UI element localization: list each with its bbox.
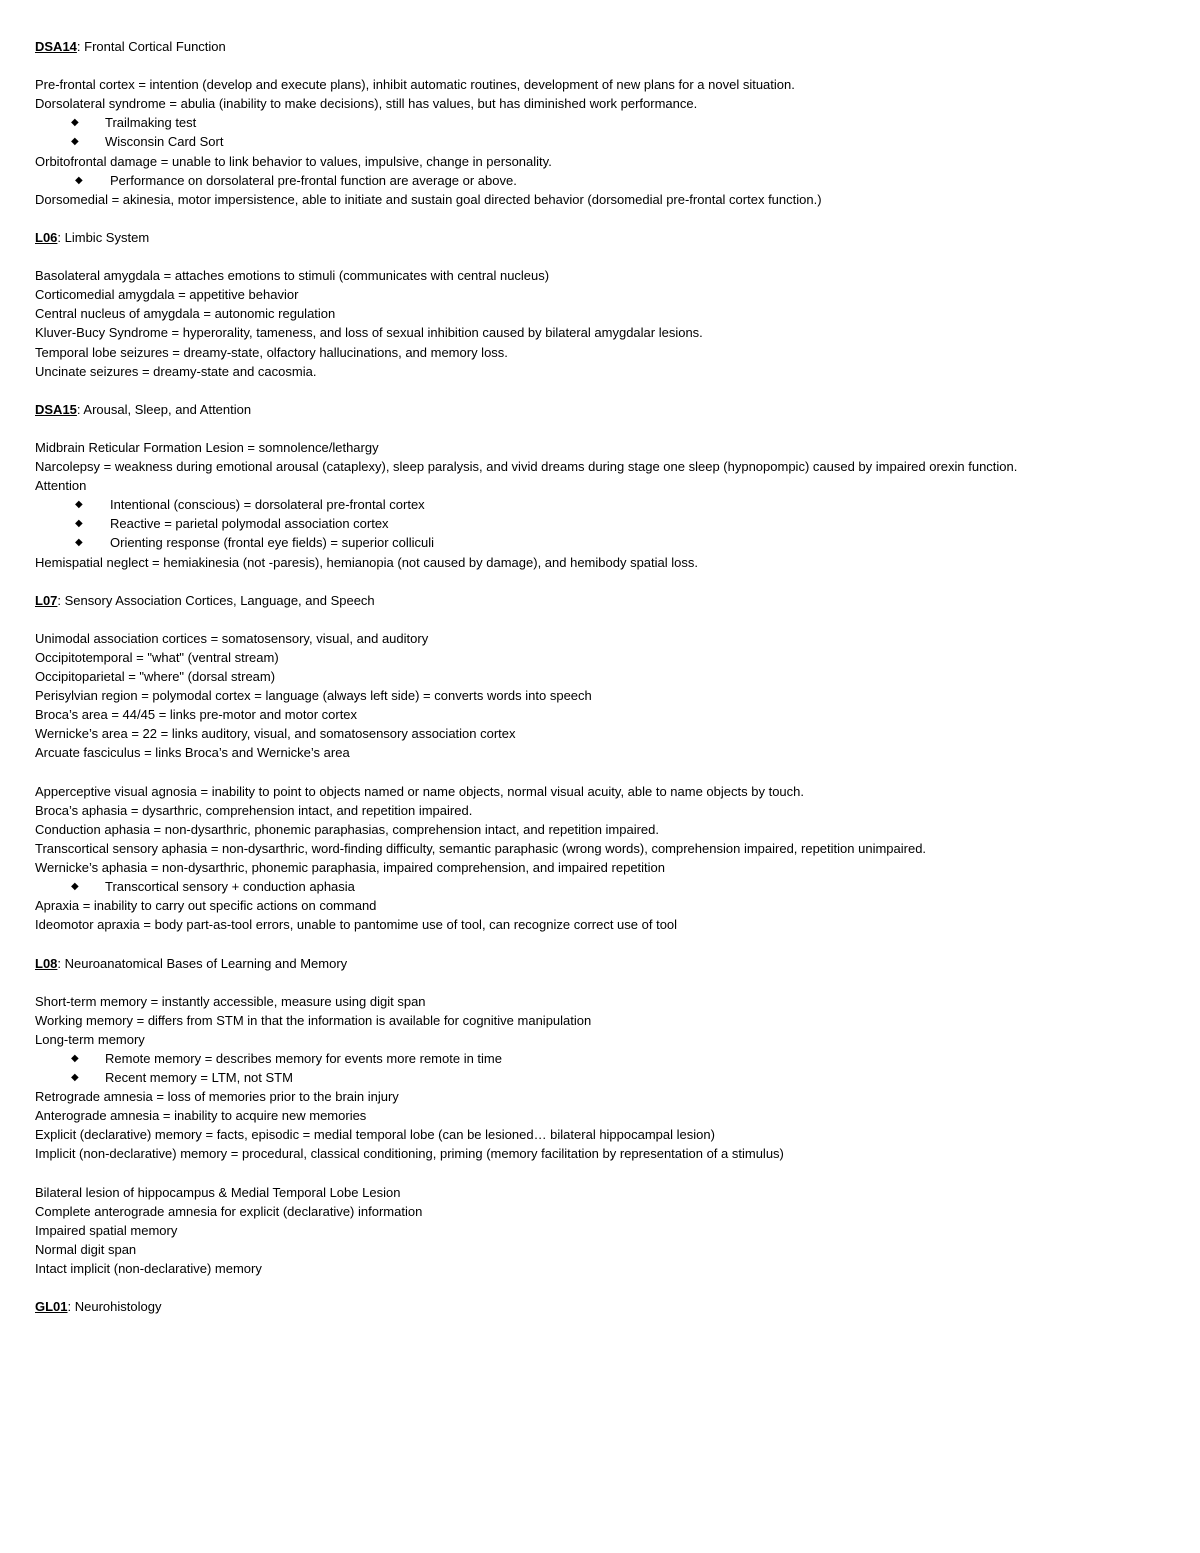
note-line: Orbitofrontal damage = unable to link behavior to values, impulsive, change in personality. (35, 153, 552, 169)
note-line: Wernicke’s aphasia = non-dysarthric, phonemic paraphasia, impaired comprehension, and impaired repetition (35, 860, 666, 876)
bullet-icon: ◆ (71, 117, 79, 129)
bullet-item: ◆ Remote memory = describes memory for events more remote in time (35, 1049, 1175, 1068)
note-line: Corticomedial amygdala = appetitive behavior (35, 287, 299, 303)
section-title: : Neurohistology (67, 1299, 162, 1315)
note-line: Temporal lobe seizures = dreamy-state, olfactory hallucinations, and memory loss. (35, 344, 508, 360)
bullet-icon: ◆ (75, 499, 83, 511)
section-heading-dsa14 (35, 37, 1175, 56)
note-line: Explicit (declarative) memory = facts, episodic = medial temporal lobe (can be lesioned… bilateral hippocampal lesion) (35, 1127, 715, 1143)
note-line: Broca’s aphasia = dysarthric, comprehension intact, and repetition impaired. (35, 802, 473, 818)
note-line: Central nucleus of amygdala = autonomic regulation (35, 306, 336, 322)
note-line: Retrograde amnesia = loss of memories prior to the brain injury (35, 1089, 399, 1105)
note-line: Uncinate seizures = dreamy-state and cacosmia. (35, 363, 317, 379)
note-line: Normal digit span (35, 1241, 137, 1257)
section-code: DSA15 (35, 401, 77, 417)
note-line: Anterograde amnesia = inability to acquire new memories (35, 1108, 367, 1124)
section-title: : Neuroanatomical Bases of Learning and Memory (57, 955, 348, 971)
section-title: : Frontal Cortical Function (76, 39, 226, 54)
note-line: Unimodal association cortices = somatosensory, visual, and auditory (35, 630, 429, 646)
bullet-icon: ◆ (71, 1052, 79, 1064)
section-heading-dsa15 (35, 400, 1175, 419)
note-line: Apperceptive visual agnosia = inability to point to objects named or name objects, normal visual acuity, able to name objects by touch. (35, 783, 804, 799)
bullet-icon: ◆ (71, 1072, 79, 1084)
note-line: Long-term memory (35, 1031, 145, 1047)
note-line: Impaired spatial memory (35, 1222, 178, 1238)
bullet-item: ◆ Reactive = parietal polymodal association cortex (35, 514, 1175, 533)
note-line: Pre-frontal cortex = intention (develop and execute plans), inhibit automatic routines, development of new plans for a novel situation. (35, 77, 795, 93)
note-line: Ideomotor apraxia = body part-as-tool errors, unable to pantomime use of tool, can recognize correct use of tool (35, 917, 678, 933)
bullet-icon: ◆ (75, 518, 83, 530)
note-line: Kluver-Bucy Syndrome = hyperorality, tameness, and loss of sexual inhibition caused by bilateral amygdalar lesions. (35, 325, 703, 341)
note-line: Conduction aphasia = non-dysarthric, phonemic paraphasias, comprehension intact, and repetition impaired. (35, 821, 660, 837)
notes-body (35, 37, 1175, 1316)
bullet-item: ◆ Intentional (conscious) = dorsolateral pre-frontal cortex (35, 495, 1175, 514)
section-title: : Limbic System (57, 229, 150, 245)
section-heading-l07 (35, 591, 1175, 610)
note-line: Arcuate fasciculus = links Broca’s and Wernicke’s area (35, 745, 350, 761)
section-code: L07 (35, 592, 58, 608)
bullet-item: ◆ Transcortical sensory + conduction aphasia (35, 877, 1175, 896)
bullet-icon: ◆ (75, 174, 83, 186)
section-title: : Arousal, Sleep, and Attention (76, 401, 252, 417)
bullet-icon: ◆ (71, 136, 79, 148)
bullet-item: ◆ Orienting response (frontal eye fields) = superior colliculi (35, 533, 1175, 552)
bullet-item: ◆ Recent memory = LTM, not STM (35, 1068, 1175, 1087)
bullet-icon: ◆ (75, 537, 83, 549)
section-code: L08 (35, 955, 58, 971)
note-line: Wernicke’s area = 22 = links auditory, visual, and somatosensory association cortex (35, 726, 516, 742)
note-line: Transcortical sensory aphasia = non-dysarthric, word-finding difficulty, semantic paraphasic (wrong words), comprehension impaired, repetition unimpaired. (35, 840, 927, 856)
note-line: Basolateral amygdala = attaches emotions to stimuli (communicates with central nucleus) (35, 268, 550, 284)
section-heading-gl01 (35, 1297, 1175, 1316)
note-line: Dorsomedial = akinesia, motor impersistence, able to initiate and sustain goal directed behavior (dorsomedial pre-frontal cortex function.) (35, 191, 822, 207)
bullet-item: ◆ Trailmaking test (35, 113, 1175, 132)
note-line: Intact implicit (non-declarative) memory (35, 1261, 262, 1276)
bullet-item: ◆ Wisconsin Card Sort (35, 132, 1175, 151)
note-line: Working memory = differs from STM in that the information is available for cognitive manipulation (35, 1012, 592, 1028)
section-code: DSA14 (35, 39, 77, 54)
section-heading-l06 (35, 228, 1175, 247)
note-line: Hemispatial neglect = hemiakinesia (not -paresis), hemianopia (not caused by damage), and hemibody spatial loss. (35, 554, 698, 570)
note-line: Implicit (non-declarative) memory = procedural, classical conditioning, priming (memory facilitation by representation of a stimulus) (35, 1146, 784, 1162)
note-line: Complete anterograde amnesia for explicit (declarative) information (35, 1203, 423, 1219)
section-code: GL01 (35, 1299, 68, 1315)
note-line: Occipitoparietal = "where" (dorsal stream) (35, 669, 276, 685)
bullet-icon: ◆ (71, 881, 79, 893)
note-line: Bilateral lesion of hippocampus & Medial Temporal Lobe Lesion (35, 1184, 401, 1200)
note-line: Short-term memory = instantly accessible, measure using digit span (35, 993, 426, 1009)
note-line: Apraxia = inability to carry out specific actions on command (35, 898, 377, 914)
bullet-item: ◆ Performance on dorsolateral pre-frontal function are average or above. (35, 171, 1175, 190)
note-line: Perisylvian region = polymodal cortex = language (always left side) = converts words into speech (35, 688, 592, 704)
note-line: Dorsolateral syndrome = abulia (inability to make decisions), still has values, but has diminished work performance. (35, 96, 698, 112)
section-heading-l08 (35, 954, 1175, 973)
section-title: : Sensory Association Cortices, Language, and Speech (57, 592, 375, 608)
section-code: L06 (35, 229, 58, 245)
note-line: Narcolepsy = weakness during emotional arousal (cataplexy), sleep paralysis, and vivid dreams during stage one sleep (hypnopompic) caused by impaired orexin function. (35, 459, 1018, 475)
note-line: Midbrain Reticular Formation Lesion = somnolence/lethargy (35, 439, 379, 455)
note-line: Broca’s area = 44/45 = links pre-motor and motor cortex (35, 707, 358, 723)
note-line: Occipitotemporal = "what" (ventral stream) (35, 650, 279, 665)
note-line: Attention (35, 478, 87, 494)
